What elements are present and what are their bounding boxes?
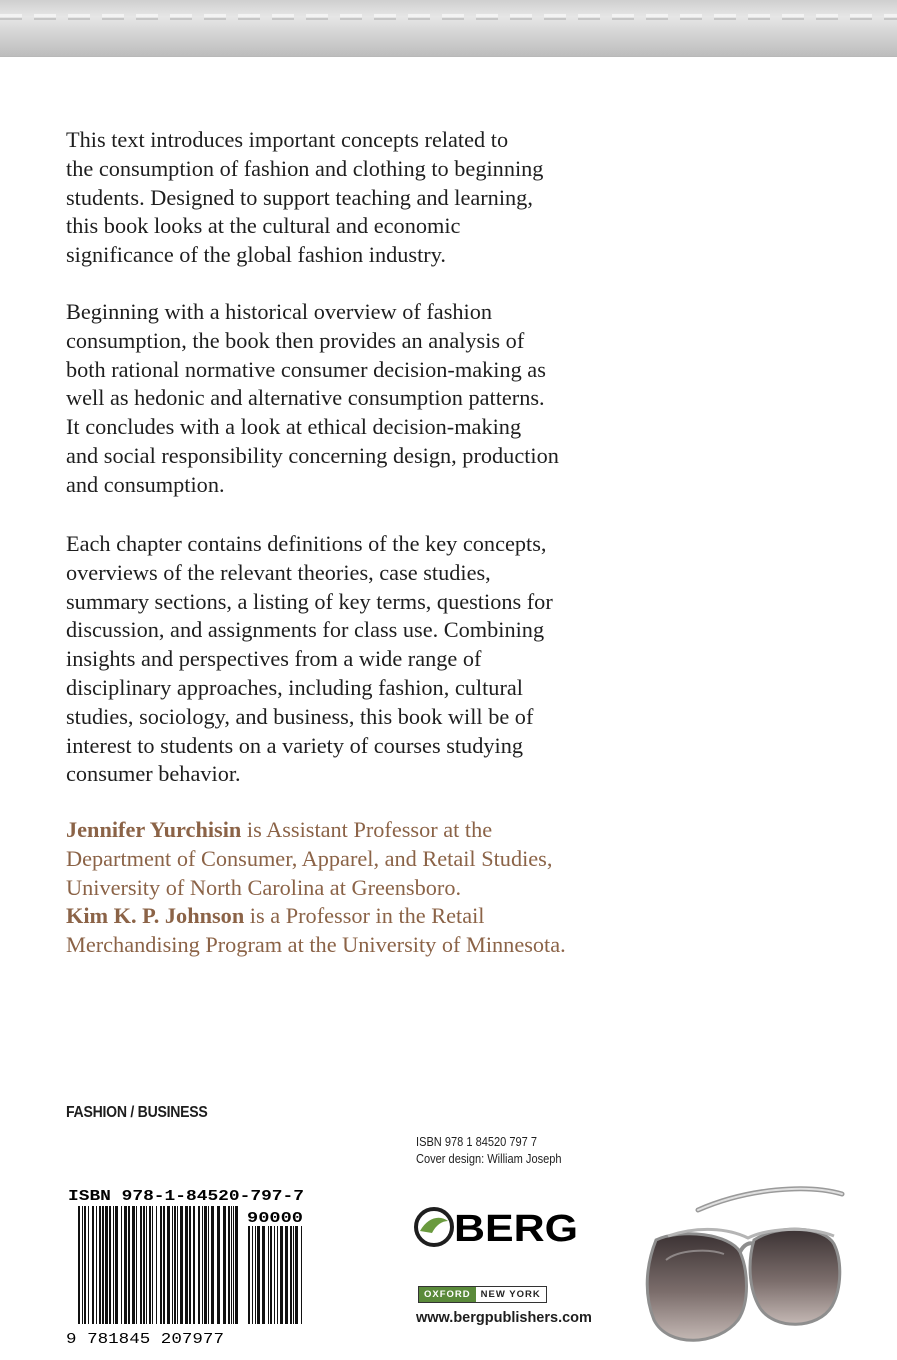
barcode-bar <box>152 1206 153 1324</box>
barcode <box>66 1186 306 1346</box>
barcode-bar <box>115 1206 118 1324</box>
author-bio-text: is a Professor in the Retail <box>244 903 485 929</box>
barcode-main-bars <box>78 1206 238 1324</box>
stitch-line <box>0 14 897 17</box>
barcode-isbn-text: ISBN 978-1-84520-797-7 <box>68 1188 304 1205</box>
barcode-bar <box>132 1206 135 1324</box>
barcode-bar <box>293 1226 294 1324</box>
description-paragraph-2 <box>66 298 646 500</box>
author-name: Kim K. P. Johnson <box>66 903 245 929</box>
sunglasses-image <box>628 1170 852 1350</box>
isbn-text: ISBN 978 1 84520 797 7 <box>416 1134 538 1149</box>
barcode-bar <box>198 1206 200 1324</box>
barcode-bar <box>174 1206 176 1324</box>
text-line: Beginning with a historical overview of fashion <box>66 299 493 324</box>
author-bio-line <box>66 902 666 931</box>
publisher-website: www.bergpublishers.com <box>416 1310 592 1326</box>
barcode-bar <box>140 1206 142 1324</box>
barcode-bar <box>211 1206 214 1324</box>
author-name: Jennifer Yurchisin <box>66 817 242 842</box>
barcode-bar <box>235 1206 238 1324</box>
barcode-bar <box>255 1226 256 1324</box>
text-line: both rational normative consumer decision-making as <box>66 356 546 382</box>
author-bio-line <box>66 816 666 845</box>
category-label: FASHION / BUSINESS <box>66 1104 208 1121</box>
description-paragraph-3 <box>66 530 646 789</box>
text-line: significance of the global fashion industry. <box>66 242 446 268</box>
barcode-bar <box>252 1226 253 1324</box>
barcode-bar <box>189 1206 191 1324</box>
text-line: overviews of the relevant theories, case studies, <box>66 559 491 585</box>
barcode-bar <box>248 1226 250 1324</box>
barcode-bar <box>231 1206 232 1324</box>
barcode-bar <box>223 1206 226 1324</box>
stitch-shadow <box>0 18 897 20</box>
barcode-addon-bars <box>248 1226 302 1324</box>
cover-design-credit: Cover design: William Joseph <box>416 1151 562 1166</box>
barcode-bar <box>208 1206 209 1324</box>
isbn-info <box>416 1133 562 1167</box>
new-york-label: NEW YORK <box>480 1289 541 1300</box>
barcode-bar <box>204 1206 207 1324</box>
barcode-bar <box>274 1226 275 1324</box>
barcode-bar <box>149 1206 151 1324</box>
barcode-bar <box>290 1226 292 1324</box>
text-line: discussion, and assignments for class use. Combining <box>66 617 545 643</box>
barcode-bar <box>124 1206 127 1324</box>
barcode-digits: 9 781845 207977 <box>66 1331 224 1346</box>
barcode-bar <box>109 1206 111 1324</box>
barcode-bar <box>193 1206 195 1324</box>
barcode-bar <box>163 1206 165 1324</box>
text-line: the consumption of fashion and clothing to beginning <box>66 155 544 181</box>
barcode-bar <box>136 1206 137 1324</box>
barcode-bar <box>121 1206 122 1324</box>
barcode-bar <box>113 1206 114 1324</box>
author-bios <box>66 816 666 960</box>
text-line: interest to students on a variety of courses studying <box>66 732 523 758</box>
barcode-bar <box>92 1206 94 1324</box>
barcode-bar <box>128 1206 130 1324</box>
barcode-bar <box>156 1206 157 1324</box>
barcode-bar <box>268 1226 269 1324</box>
barcode-bar <box>301 1226 302 1324</box>
barcode-bar <box>146 1206 147 1324</box>
berg-logo-text: BERG <box>454 1208 578 1250</box>
author-bio-text: is Assistant Professor at the <box>241 817 493 842</box>
oxford-label: OXFORD <box>419 1287 476 1302</box>
barcode-bar <box>84 1206 86 1324</box>
barcode-bar <box>217 1206 220 1324</box>
text-line: and social responsibility concerning design, production <box>66 442 559 468</box>
barcode-bar <box>185 1206 188 1324</box>
barcode-bar <box>143 1206 145 1324</box>
barcode-bar <box>82 1206 83 1324</box>
barcode-bar <box>167 1206 170 1324</box>
barcode-bar <box>202 1206 203 1324</box>
barcode-bar <box>277 1226 278 1324</box>
barcode-bar <box>78 1206 80 1324</box>
text-line: summary sections, a listing of key terms, questions for <box>66 588 553 614</box>
text-line: this book looks at the cultural and economic <box>66 213 461 239</box>
stitched-fabric-band <box>0 0 897 57</box>
description-paragraph-1 <box>66 126 646 270</box>
barcode-bar <box>102 1206 104 1324</box>
barcode-price-code: 90000 <box>247 1210 303 1227</box>
barcode-bar <box>172 1206 173 1324</box>
text-line: insights and perspectives from a wide range of <box>66 646 482 672</box>
text-line: and consumption. <box>66 471 225 497</box>
author-bio-line: University of North Carolina at Greensboro. <box>66 874 462 900</box>
author-bio-line: Department of Consumer, Apparel, and Retail Studies, <box>66 845 553 871</box>
barcode-bar <box>177 1206 178 1324</box>
barcode-bar <box>180 1206 183 1324</box>
barcode-bar <box>270 1226 272 1324</box>
text-line: students. Designed to support teaching and learning, <box>66 184 533 210</box>
barcode-bar <box>160 1206 162 1324</box>
berg-logo-leaf-icon <box>420 1218 448 1233</box>
text-line: It concludes with a look at ethical decision-making <box>66 414 522 440</box>
barcode-bar <box>295 1226 298 1324</box>
barcode-bar <box>280 1226 283 1324</box>
text-line: consumer behavior. <box>66 761 241 787</box>
text-line: Each chapter contains definitions of the key concepts, <box>66 531 547 556</box>
barcode-bar <box>88 1206 89 1324</box>
text-line: disciplinary approaches, including fashion, cultural <box>66 674 523 700</box>
barcode-bar <box>99 1206 101 1324</box>
barcode-bar <box>285 1226 288 1324</box>
oxford-new-york-label <box>418 1286 547 1303</box>
text-line: studies, sociology, and business, this book will be of <box>66 703 534 729</box>
text-line: well as hedonic and alternative consumption patterns. <box>66 385 545 411</box>
barcode-bar <box>233 1206 234 1324</box>
barcode-bar <box>96 1206 97 1324</box>
berg-logo <box>414 1203 584 1251</box>
barcode-bar <box>228 1206 230 1324</box>
text-line: This text introduces important concepts related to <box>66 127 509 152</box>
text-line: consumption, the book then provides an analysis of <box>66 327 525 353</box>
barcode-bar <box>105 1206 108 1324</box>
barcode-bar <box>257 1226 260 1324</box>
author-bio-line: Merchandising Program at the University of Minnesota. <box>66 932 566 958</box>
barcode-bar <box>262 1226 265 1324</box>
